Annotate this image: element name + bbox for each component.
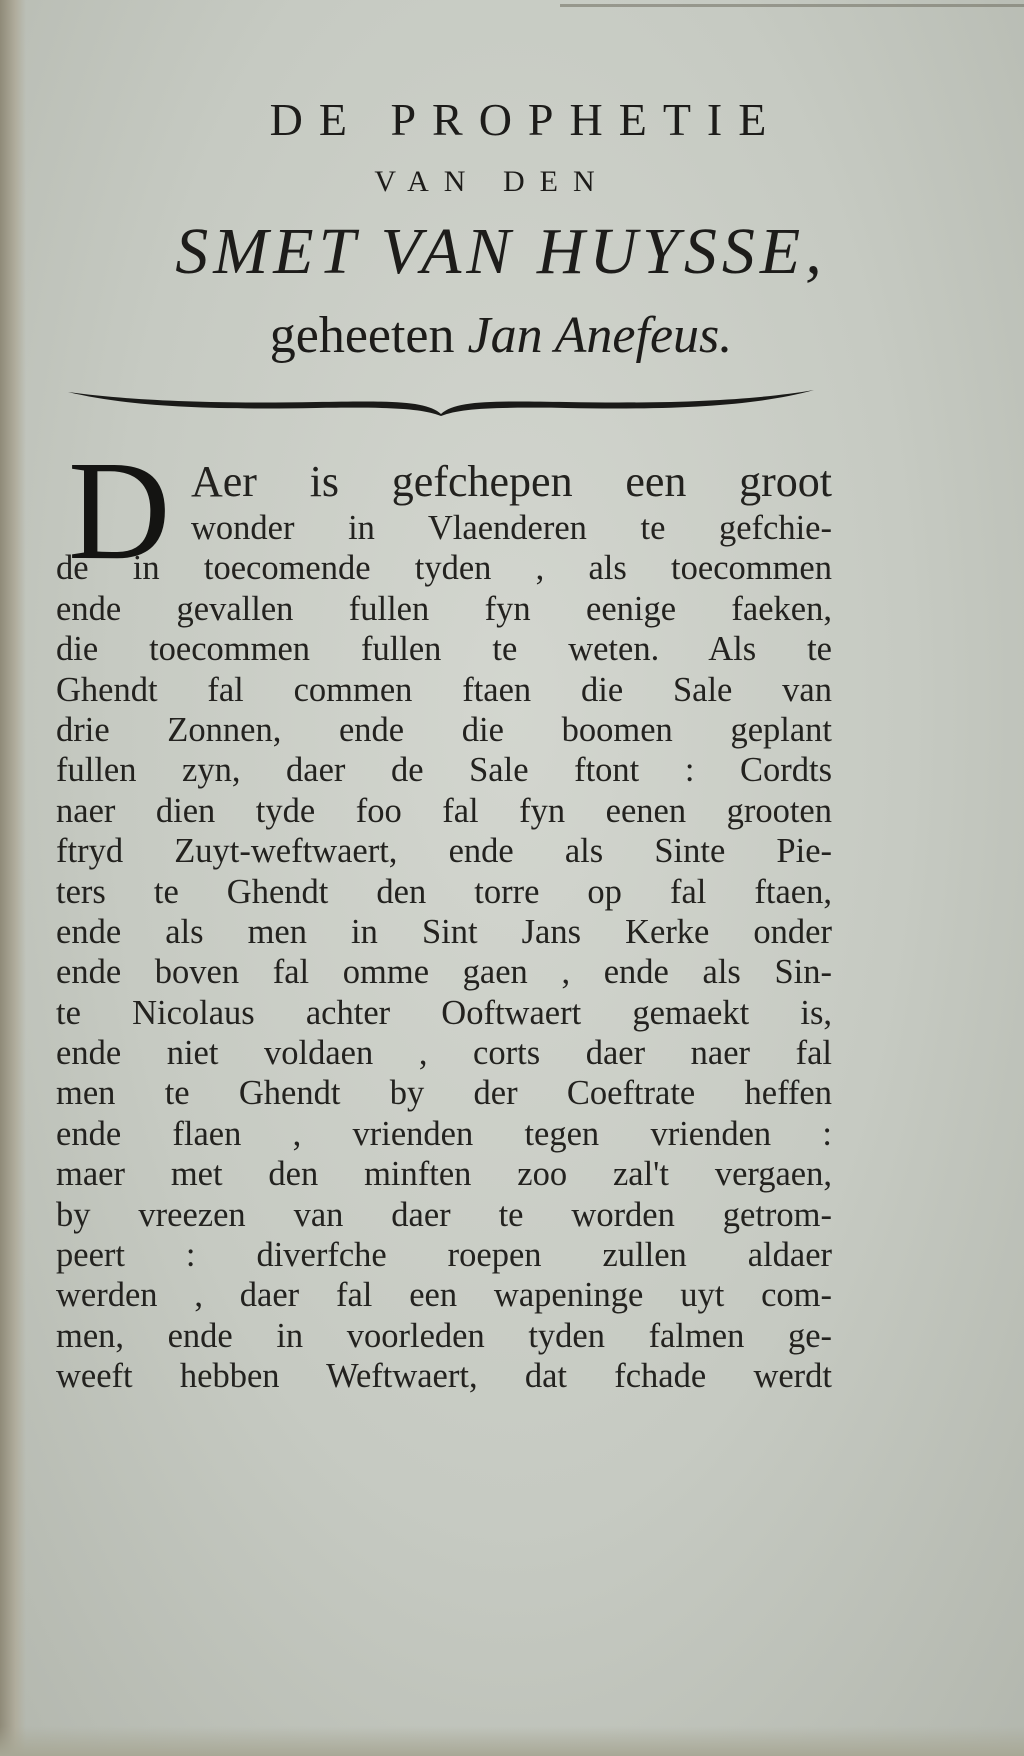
text-line: ende niet voldaen , corts daer naer fal [56,1034,832,1073]
text-line: ende boven fal omme gaen , ende als Sin- [56,953,832,992]
text-line: by vreezen van daer te worden getrom- [56,1195,832,1234]
text-line: drie Zonnen, ende die boomen geplant [56,710,832,749]
ornamental-rule [66,386,816,420]
text-line: men te Ghendt by der Coeftrate heffen [56,1074,832,1113]
page-top-edge [560,4,1024,7]
text-line: Aer is gefchepen een groot [191,457,832,506]
text-line: ende flaen , vrienden tegen vrienden : [56,1114,832,1153]
text-line: werden , daer fal een wapeninge uyt com- [56,1276,832,1315]
text-line: fullen zyn, daer de Sale ftont : Cordts [56,751,832,790]
text-line: weeft hebben Weftwaert, dat fchade werdt [56,1357,832,1396]
drop-cap: D [68,431,171,589]
title-line-1: DE PROPHETIE [269,94,783,145]
body-text [56,456,832,1397]
text-line: wonder in Vlaenderen te gefchie- [191,509,832,547]
text-line: naer dien tyde foo fal fyn eenen grooten [56,791,832,830]
title-name: Jan Anefeus. [467,307,733,364]
text-line: peert : diverfche roepen zullen aldaer [56,1236,832,1275]
text-line: men, ende in voorleden tyden falmen ge- [56,1316,832,1355]
text-line: ende gevallen fullen fyn eenige faeken, [56,589,832,628]
text-line: de in toecomende tyden , als toecommen [56,549,832,588]
text-line: ters te Ghendt den torre op fal ftaen, [56,872,832,911]
text-line: die toecommen fullen te weten. Als te [56,630,832,669]
title-line-4 [0,304,1024,368]
title-line-3: SMET VAN HUYSSE, [175,215,827,288]
text-line: te Nicolaus achter Ooftwaert gemaekt is, [56,993,832,1032]
title-block [0,90,1024,368]
title-prefix: geheeten [269,307,455,364]
text-line: ftryd Zuyt-weftwaert, ende als Sinte Pie- [56,832,832,871]
title-line-2: VAN DEN [374,165,610,198]
text-line: maer met den minften zoo zal't vergaen, [56,1155,832,1194]
page-bottom-edge [0,1726,1024,1756]
text-line: Ghendt fal commen ftaen die Sale van [56,670,832,709]
text-line: ende als men in Sint Jans Kerke onder [56,912,832,951]
